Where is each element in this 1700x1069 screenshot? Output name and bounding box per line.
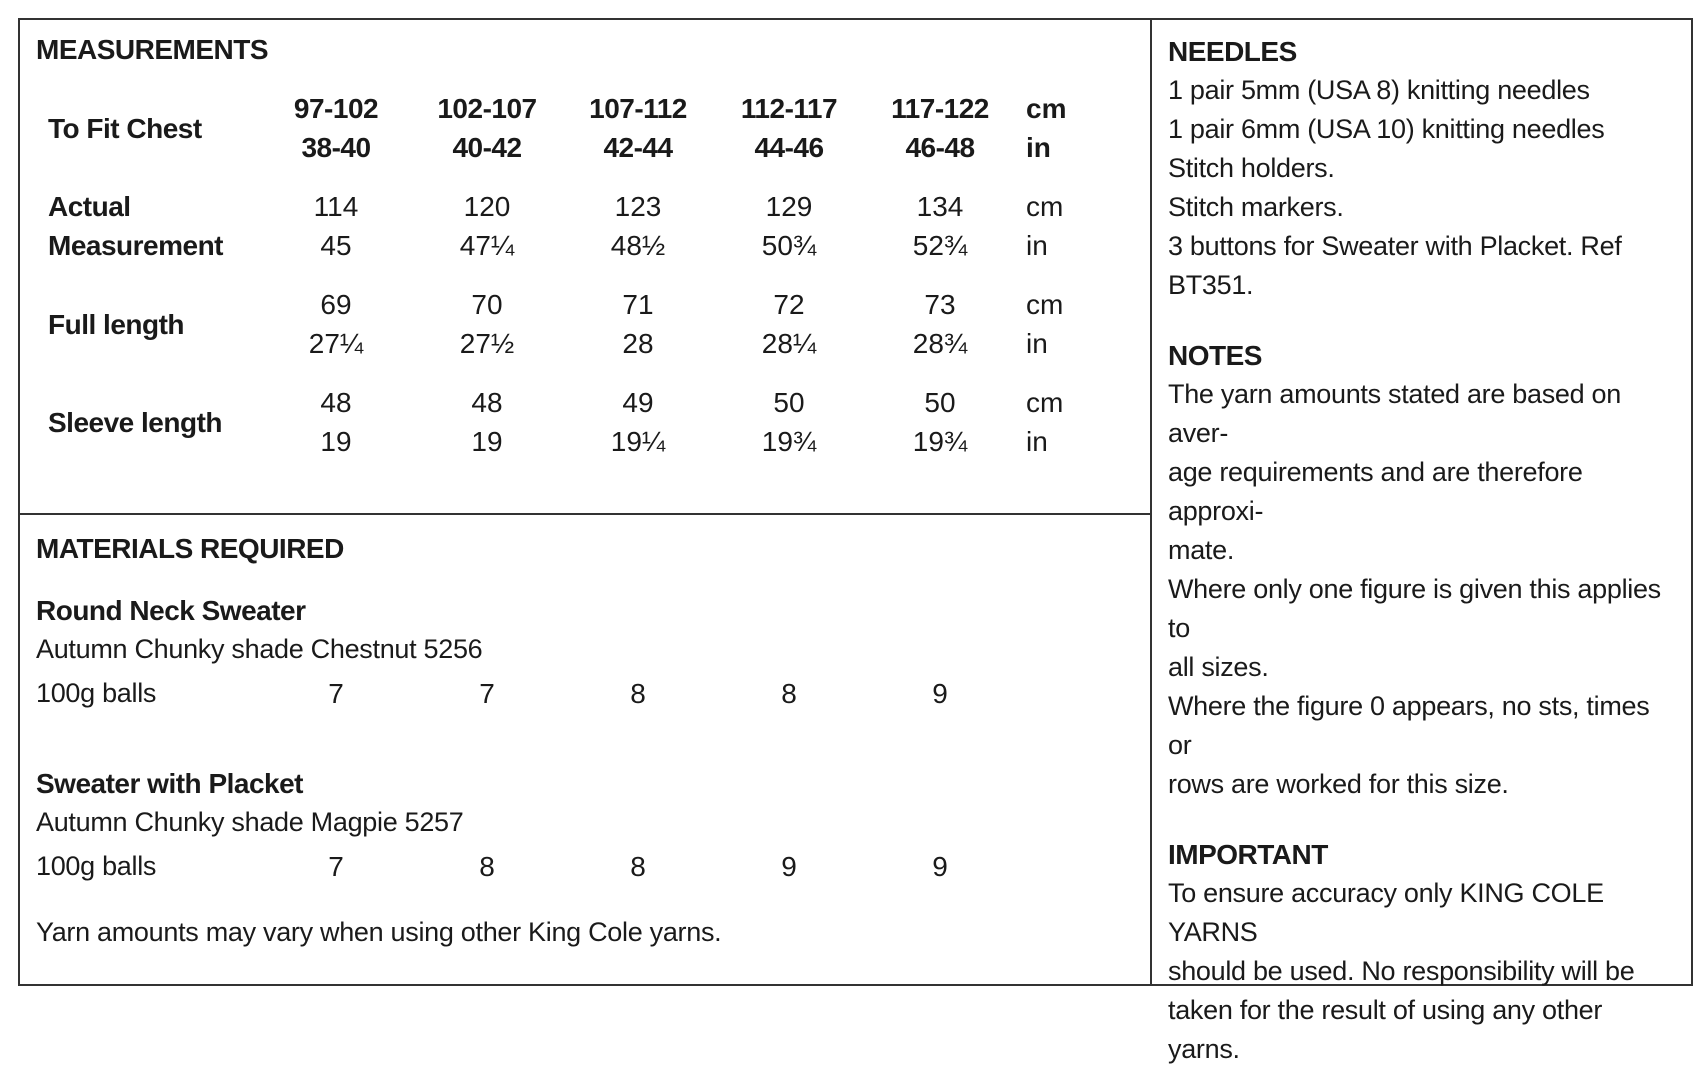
needles-line: Stitch markers. [1168,192,1344,222]
actual-in-2: 47¼ [459,230,515,261]
full-in-3: 28 [622,328,654,359]
placket-qty-5: 9 [932,851,948,882]
placket-title: Sweater with Placket [36,768,304,799]
sleeve-cm-2: 48 [471,387,503,418]
actual-in-4: 50¾ [761,230,817,261]
size-cm-1: 97-102 [293,93,379,124]
full-in-1: 27¼ [308,328,364,359]
round-neck-qty-5: 9 [932,678,948,709]
full-cm-3: 71 [622,289,654,320]
placket-qty-3: 8 [630,851,646,882]
placket-shade: Autumn Chunky shade Magpie 5257 [36,807,464,837]
unit-in-header: in [1026,132,1051,163]
needles-heading: NEEDLES [1168,36,1297,67]
needles-line: 1 pair 6mm (USA 10) knitting needles [1168,114,1605,144]
round-neck-unit: 100g balls [36,678,157,708]
size-cm-3: 107-112 [589,93,687,124]
notes-line: all sizes. [1168,652,1269,682]
size-in-4: 44-46 [754,132,824,163]
notes-line: The yarn amounts stated are based on aver- [1168,379,1621,448]
notes-heading: NOTES [1168,340,1262,371]
full-in-5: 28¾ [912,328,968,359]
needles-line: 1 pair 5mm (USA 8) knitting needles [1168,75,1590,105]
sleeve-in-3: 19¼ [610,426,666,457]
size-in-3: 42-44 [603,132,673,163]
full-cm-4: 72 [773,289,805,320]
notes-line: mate. [1168,535,1235,565]
full-unit-cm: cm [1026,289,1064,320]
sleeve-in-5: 19¾ [912,426,968,457]
unit-cm-header: cm [1026,93,1067,124]
actual-in-1: 45 [320,230,352,261]
round-neck-title: Round Neck Sweater [36,595,306,626]
actual-in-3: 48½ [610,230,666,261]
actual-cm-4: 129 [765,191,813,222]
sleeve-in-2: 19 [471,426,503,457]
row-label-measurement: Measurement [48,230,224,261]
sleeve-cm-5: 50 [924,387,956,418]
notes-line: Where only one figure is given this applies to [1168,574,1661,643]
sleeve-cm-1: 48 [320,387,352,418]
full-unit-in: in [1026,328,1048,359]
yarn-note: Yarn amounts may vary when using other King Cole yarns. [36,917,722,947]
important-heading: IMPORTANT [1168,839,1328,870]
size-cm-2: 102-107 [437,93,537,124]
row-label-full-length: Full length [48,309,185,340]
materials-heading: MATERIALS REQUIRED [36,533,344,564]
important-line: To ensure accuracy only KING COLE YARNS [1168,878,1604,947]
row-label-actual: Actual [48,191,131,222]
round-neck-qty-4: 8 [781,678,797,709]
needles-line: Stitch holders. [1168,153,1335,183]
right-panel [1168,32,1678,1069]
size-cm-5: 117-122 [891,93,989,124]
placket-qty-1: 7 [328,851,344,882]
needles-line: 3 buttons for Sweater with Placket. Ref [1168,231,1622,261]
row-label-sleeve-length: Sleeve length [48,407,223,438]
round-neck-qty-1: 7 [328,678,344,709]
sleeve-unit-cm: cm [1026,387,1064,418]
sleeve-in-4: 19¾ [761,426,817,457]
size-cm-4: 112-117 [740,93,838,124]
notes-line: rows are worked for this size. [1168,769,1509,799]
sleeve-cm-4: 50 [773,387,805,418]
round-neck-qty-2: 7 [479,678,495,709]
actual-in-5: 52¾ [912,230,968,261]
actual-unit-cm: cm [1026,191,1064,222]
actual-cm-5: 134 [916,191,964,222]
important-line: taken for the result of using any other yarns. [1168,995,1603,1064]
full-in-4: 28¼ [761,328,817,359]
sleeve-in-1: 19 [320,426,352,457]
full-cm-1: 69 [320,289,352,320]
full-cm-5: 73 [924,289,956,320]
size-in-5: 46-48 [905,132,975,163]
size-in-1: 38-40 [301,132,371,163]
round-neck-shade: Autumn Chunky shade Chestnut 5256 [36,634,483,664]
actual-cm-3: 123 [614,191,662,222]
actual-unit-in: in [1026,230,1048,261]
full-in-2: 27½ [459,328,515,359]
full-cm-2: 70 [471,289,503,320]
sleeve-unit-in: in [1026,426,1048,457]
size-in-2: 40-42 [452,132,522,163]
notes-line: age requirements and are therefore approxi- [1168,457,1583,526]
placket-qty-4: 9 [781,851,797,882]
actual-cm-2: 120 [463,191,511,222]
row-label-to-fit-chest: To Fit Chest [48,113,202,144]
actual-cm-1: 114 [313,191,359,222]
important-line: should be used. No responsibility will be [1168,956,1635,986]
placket-unit: 100g balls [36,851,157,881]
column-divider [1150,18,1152,986]
section-divider [18,513,1152,515]
round-neck-qty-3: 8 [630,678,646,709]
measurements-heading: MEASUREMENTS [36,34,269,65]
sleeve-cm-3: 49 [622,387,654,418]
notes-line: Where the figure 0 appears, no sts, times or [1168,691,1650,760]
needles-line: BT351. [1168,270,1254,300]
placket-qty-2: 8 [479,851,495,882]
